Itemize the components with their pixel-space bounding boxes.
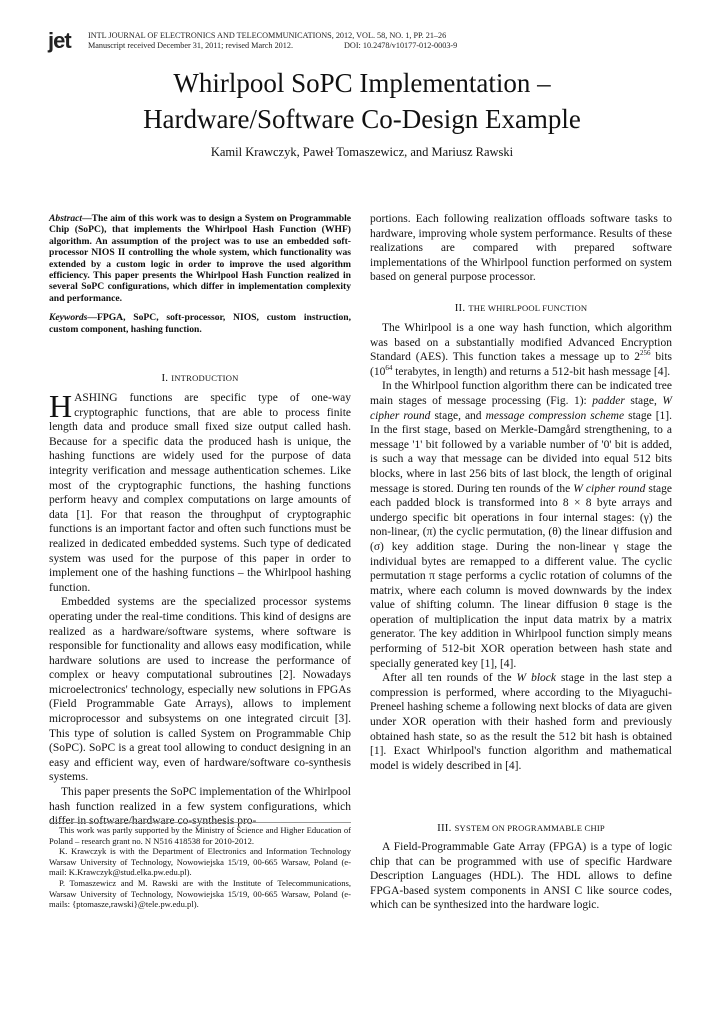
wp3-w-block: W block: [516, 672, 556, 685]
abstract-label: Abstract: [49, 213, 83, 224]
section-2-title: THE WHIRLPOOL FUNCTION: [468, 303, 588, 313]
keywords-label: Keywords: [49, 312, 88, 324]
whirlpool-paragraph-3: [370, 671, 672, 773]
sopc-body: [370, 840, 672, 913]
wp2-cipher-round-2: W cipher round: [573, 482, 646, 495]
wp1-sup-64: 64: [385, 363, 393, 372]
intro-paragraph-1-text: ASHING functions are specific type of one-way cryptographic functions, that are able to process finite length data and produce small fixed size output called hash. Because for a specific data the produced hash is unique, the hashing functions are widely used for the purpose of data integrity verification and message authentication schemes. Like most of the cryptographic functions, the hashing functions perform heavy and complex computations on large amounts of data [1]. For that reason the throughput of cryptographic functions is an important factor and often such functions must be realized in dedicated embedded systems. Such type of dedicated system was used for the purpose of this paper in order to implement one of the hashing functions – the Whirlpool hashing function.: [49, 392, 351, 594]
wp2-e: stage each padded block is transformed into 8 × 8 byte arrays and undergo specific bit operations in four internal stages: (γ) the non-linear, (π) the cyclic permutation, (θ) the linear diffusion and (σ) key addition stage. During the non-linear γ stage the individual bytes are remapped to a different value. The cyclic permutation π stage performs a cyclic rotation of columns of the matrix, where each column is moved downwards by the index value of shifting column. The linear diffusion θ stage is the operation of multiplication the input data matrix by a matrix generator. The key addition in Whirlpool function simply means performing of 512-bit XOR operation between hash state and specially generated key [1], [4].: [370, 482, 672, 670]
whirlpool-body: [370, 321, 672, 773]
keywords-text: —FPGA, SoPC, soft-processor, NIOS, custom instruction, custom component, hashing function.: [49, 312, 351, 335]
intro-paragraph-3-continued: portions. Each following realization offloads software tasks to hardware, improving whole system performance. Results of these realizations are compared with prepared software implementations of the Whirlpool function performed on system based on general purpose processor.: [370, 213, 672, 284]
wp2-a: In the Whirlpool function algorithm there can be indicated tree main stages of message processing (Fig. 1):: [370, 380, 672, 407]
intro-continuation: [370, 212, 672, 285]
manuscript-dates: [88, 41, 458, 51]
section-1-heading: [49, 372, 351, 384]
introduction-body: [49, 388, 351, 829]
section-2-number: II.: [454, 302, 466, 314]
wp2-b: stage,: [624, 394, 663, 407]
journal-logo: jet: [48, 28, 71, 53]
intro-paragraph-3: This paper presents the SoPC implementation of the Whirlpool hash function realized in a few system configurations, which differ in software/hardware co-synthesis pro-: [49, 786, 351, 828]
paper-title-line-2: Hardware/Software Co-Design Example: [143, 104, 581, 134]
footnote-author-1: K. Krawczyk is with the Department of Electronics and Information Technology Warsaw University of Technology, Nowowiejska 15/19, 00-665 Warsaw, Poland (e-mail: K.Krawczyk@stud.elka.pw.edu.pl).: [49, 846, 351, 878]
abstract-text: —The aim of this work was to design a System on Programmable Chip (SoPC), that implements the Whirlpool Hash Function (WHF) algorithm. An assumption of the project was to use an embedded soft-processor NIOS II controlling the whole system, which functionality was extended by a custom logic in order to improve the used algorithm efficiency. This paper presents the Whirlpool Hash Function realized in several SoPC configurations, which differ in implementation complexity and performance.: [49, 213, 351, 304]
received-line: Manuscript received December 31, 2011; revised March 2012.: [88, 41, 293, 50]
wp1-a: The Whirlpool is a one way hash function, which algorithm was based on a substantially modified Advanced Encryption Standard (AES). This function takes a message up to 2: [370, 322, 672, 364]
wp2-cipher-round: W cipher round: [370, 394, 672, 422]
abstract: [49, 213, 351, 304]
drop-cap: H: [49, 388, 73, 424]
footnote-funding: This work was partly supported by the Ministry of Science and Higher Education of Poland – research grant no. N N516 418538 for 2010-2012.: [49, 825, 351, 846]
wp1-c: terabytes, in length) and returns a 512-bit hash message [4].: [392, 365, 671, 378]
intro-paragraph-2: Embedded systems are the specialized processor systems operating under the real-time conditions. This kind of designs are realized as a hardware/software systems, where software is responsible for functionality and allows easy modification, while hardware solutions are used to increase the performance of complex or heavy computational subroutines [2]. Nowadays microelectronics' technology, especially new solutions in FPGAs (Field Programmable Gate Arrays), allows to implement microprocessor and subsystems on one integrated circuit [3]. This type of solution is called System on Programmable Chip (SoPC). SoPC is a great tool allowing to conduct designing in an easy and efficient way, even of hardware/software co-synthesis systems.: [49, 596, 351, 784]
authors: Kamil Krawczyk, Paweł Tomaszewicz, and Mariusz Rawski: [210, 145, 514, 159]
wp3-a: After all ten rounds of the: [382, 672, 517, 685]
footnotes: [49, 822, 351, 910]
wp2-d: stage [1]. In the first stage, based on Merkle-Damgård strengthening, to a message '1' bit followed by a variable number of '0' bit is added, is such a way that message can be divided into equal 512 bits blocks, where in last 256 bits of last block, the length of original message is stored. During ten rounds of the: [370, 409, 673, 495]
whirlpool-paragraph-2: [370, 379, 672, 671]
keywords: [49, 312, 351, 335]
sopc-paragraph-1: A Field-Programmable Gate Array (FPGA) is a type of logic chip that can be programmed with use of specific Hardware Description Languages (HDL). The HDL allows to define FPGA-based system components in ANSI C like source codes, which can be synthesized into the hardware logic.: [370, 841, 672, 912]
wp2-compression: message compression scheme: [485, 409, 625, 422]
section-3-number: III.: [437, 822, 452, 834]
whirlpool-paragraph-1: [370, 321, 672, 379]
section-3-title: SYSTEM ON PROGRAMMABLE CHIP: [454, 823, 605, 833]
journal-header: INTL JOURNAL OF ELECTRONICS AND TELECOMMUNICATIONS, 2012, VOL. 58, NO. 1, PP. 21–26: [88, 31, 447, 40]
wp1-sup-256: 256: [639, 349, 651, 358]
abstract-block: [49, 213, 351, 335]
section-3-heading: [370, 822, 672, 834]
wp2-padder: padder: [592, 394, 625, 407]
wp3-b: stage in the last step a compression is performed, where according to the Miyaguchi-Preneel hashing scheme a following next blocks of data are given under XOR operation with their hashed form and previously obtained hash state, so as the result the 512 bit hash is obtained [1]. Exact Whirlpool's function algorithm and mathematical model is widely described in [4].: [370, 672, 672, 772]
section-2-heading: [370, 302, 672, 314]
intro-paragraph-1: [49, 388, 351, 595]
paper-title-line-1: Whirlpool SoPC Implementation –: [173, 68, 551, 98]
section-1-number: I.: [161, 372, 169, 384]
section-1-title: INTRODUCTION: [171, 373, 239, 383]
wp1-b: bits (10: [370, 351, 672, 378]
wp2-c: stage, and: [430, 409, 486, 422]
doi: DOI: 10.2478/v10177-012-0003-9: [344, 41, 458, 50]
footnote-authors-2-3: P. Tomaszewicz and M. Rawski are with the Institute of Telecommunications, Warsaw University of Technology, Nowowiejska 15/19, 00-665 Warsaw, Poland (e-mails: {ptomasze,rawski}@tele.pw.edu.pl).: [49, 877, 351, 910]
